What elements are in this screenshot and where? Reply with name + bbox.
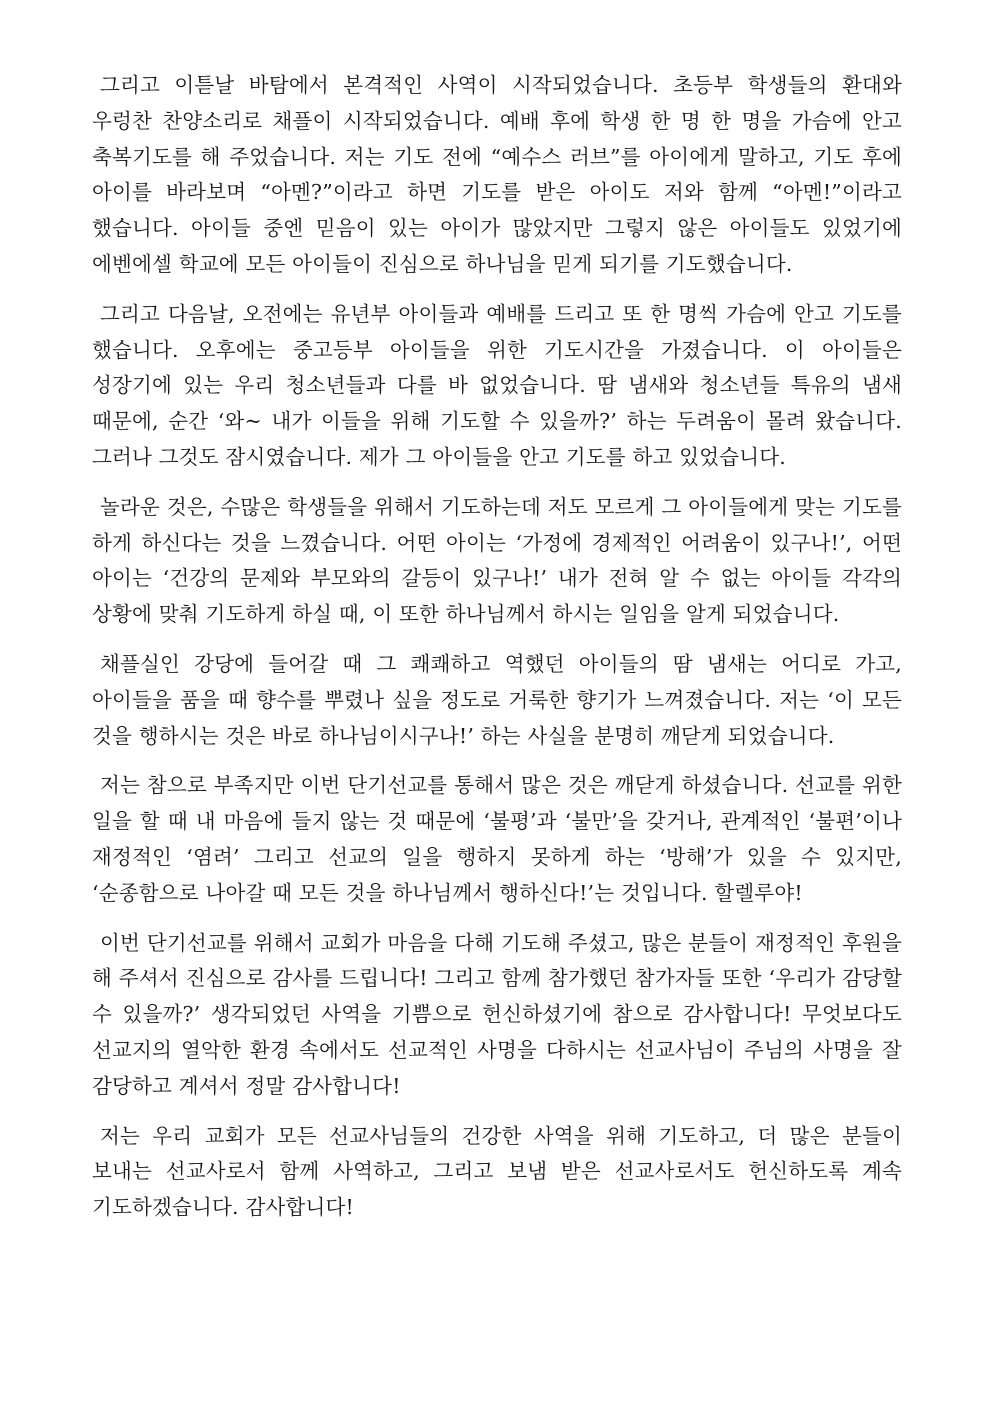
paragraph-1: 그리고 이튿날 바탐에서 본격적인 사역이 시작되었습니다. 초등부 학생들의 환대와 우렁찬 찬양소리로 채플이 시작되었습니다. 예배 후에 학생 한 명 한 명을 가슴에 안고 축복기도를 해 주었습니다. 저는 기도 전에 “예수스 러브”를 아이에게 말하고, 기도 후에 아이를 바라보며 “아멘?”이라고 하면 기도를 받은 아이도 저와 함께 “아멘!”이라고 했습니다. 아이들 중엔 믿음이 있는 아이가 많았지만 그렇지 않은 아이들도 있었기에 에벤에셀 학교에 모든 아이들이 진심으로 하나님을 믿게 되기를 기도했습니다. [92, 73, 902, 276]
paragraph-3: 놀라운 것은, 수많은 학생들을 위해서 기도하는데 저도 모르게 그 아이들에게 맞는 기도를 하게 하신다는 것을 느꼈습니다. 어떤 아이는 ‘가정에 경제적인 어려움이 있구나!’, 어떤 아이는 ‘건강의 문제와 부모와의 갈등이 있구나!’ 내가 전혀 알 수 없는 아이들 각각의 상황에 맞춰 기도하게 하실 때, 이 또한 하나님께서 하시는 일임을 알게 되었습니다. [92, 494, 902, 627]
document-body [92, 68, 902, 1240]
paragraph-2: 그리고 다음날, 오전에는 유년부 아이들과 예배를 드리고 또 한 명씩 가슴에 안고 기도를 했습니다. 오후에는 중고등부 아이들을 위한 기도시간을 가졌습니다. 이 아이들은 성장기에 있는 우리 청소년들과 다를 바 없었습니다. 땀 냄새와 청소년들 특유의 냄새 때문에, 순간 ‘와~ 내가 이들을 위해 기도할 수 있을까?’ 하는 두려움이 몰려 왔습니다. 그러나 그것도 잠시였습니다. 제가 그 아이들을 안고 기도를 하고 있었습니다. [92, 301, 902, 469]
paragraph-4: 채플실인 강당에 들어갈 때 그 쾌쾌하고 역했던 아이들의 땀 냄새는 어디로 가고, 아이들을 품을 때 향수를 뿌렸나 싶을 정도로 거룩한 향기가 느껴졌습니다. 저는 ‘이 모든 것을 행하시는 것은 바로 하나님이시구나!’ 하는 사실을 분명히 깨닫게 되었습니다. [92, 651, 902, 748]
paragraph-5: 저는 참으로 부족지만 이번 단기선교를 통해서 많은 것은 깨닫게 하셨습니다. 선교를 위한 일을 할 때 내 마음에 들지 않는 것 때문에 ‘불평’과 ‘불만’을 갖거나, 관계적인 ‘불편’이나 재정적인 ‘염려’ 그리고 선교의 일을 행하지 못하게 하는 ‘방해’가 있을 수 있지만, ‘순종함으로 나아갈 때 모든 것을 하나님께서 행하신다!’는 것입니다. 할렐루야! [92, 773, 902, 905]
paragraph-7: 저는 우리 교회가 모든 선교사님들의 건강한 사역을 위해 기도하고, 더 많은 분들이 보내는 선교사로서 함께 사역하고, 그리고 보냄 받은 선교사로서도 헌신하도록 계속 기도하겠습니다. 감사합니다! [92, 1123, 902, 1220]
paragraph-6: 이번 단기선교를 위해서 교회가 마음을 다해 기도해 주셨고, 많은 분들이 재정적인 후원을 해 주셔서 진심으로 감사를 드립니다! 그리고 함께 참가했던 참가자들 또한 ‘우리가 감당할 수 있을까?’ 생각되었던 사역을 기쁨으로 헌신하셨기에 참으로 감사합니다! 무엇보다도 선교지의 열악한 환경 속에서도 선교적인 사명을 다하시는 선교사님이 주님의 사명을 잘 감당하고 계셔서 정말 감사합니다! [92, 930, 902, 1098]
